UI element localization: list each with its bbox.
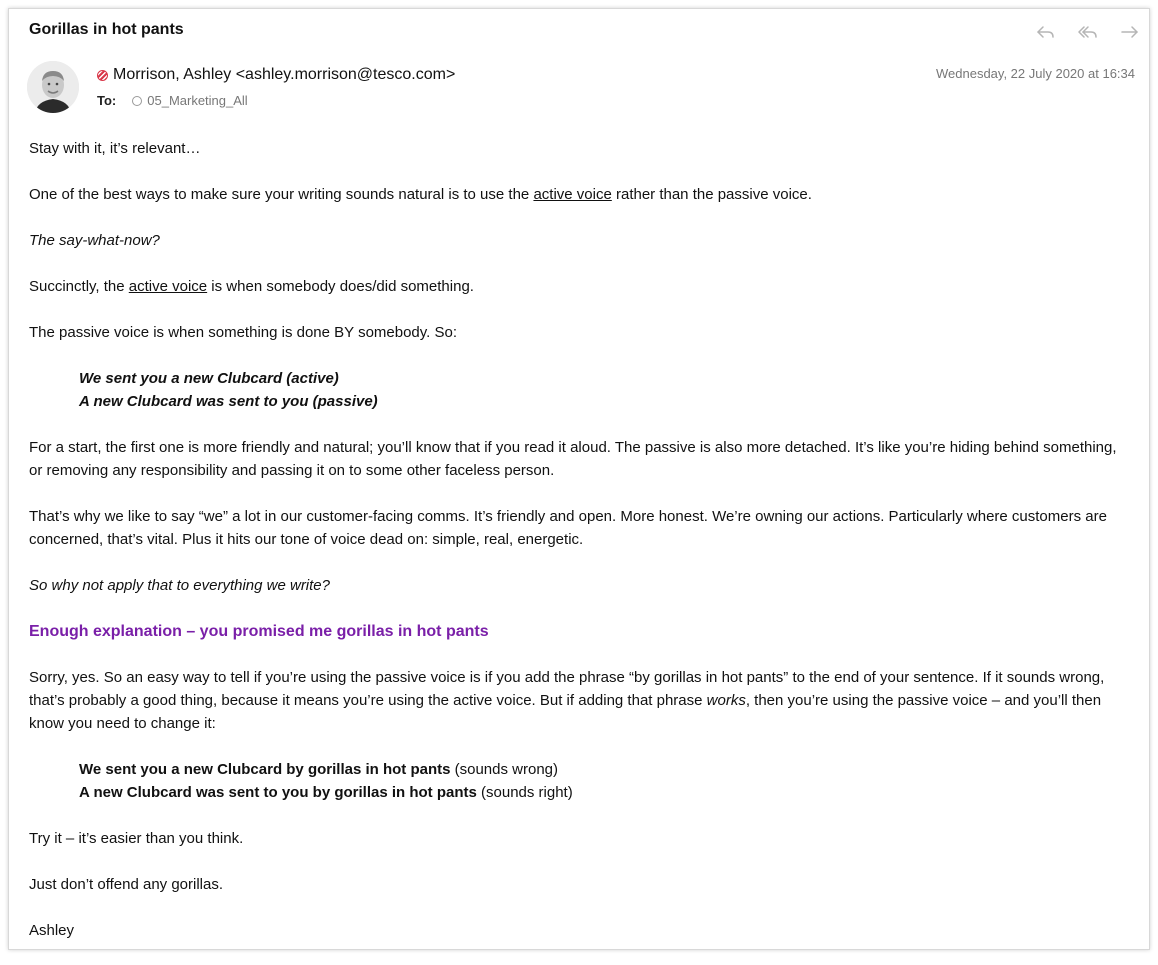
italic-text: So why not apply that to everything we write? xyxy=(29,577,330,594)
paragraph-why-not xyxy=(29,574,1129,597)
email-body xyxy=(29,137,1129,965)
example-right xyxy=(79,781,1129,804)
paragraph-dont-offend: Just don’t offend any gorillas. xyxy=(29,876,224,893)
italic-text: The say-what-now? xyxy=(29,232,160,249)
paragraph-we: That’s why we like to say “we” a lot in our customer-facing comms. It’s friendly and open. More honest. We’re owning our actions. Particularly where customers are concerned, that’s vital. Plus it hits our tone of voice dead on: simple, real, energetic. xyxy=(29,508,1107,548)
example-bold: We sent you a new Clubcard by gorillas in hot pants xyxy=(79,761,451,778)
recipient-name[interactable]: 05_Marketing_All xyxy=(147,93,248,108)
text: One of the best ways to make sure your writing sounds natural is to use the xyxy=(29,186,534,203)
paragraph-succinctly xyxy=(29,275,1129,298)
text: , then you’re using the passive voice – and you’ll then know you need to change it: xyxy=(29,692,1102,732)
example-bold: A new Clubcard was sent to you by gorillas in hot pants xyxy=(79,784,477,801)
reply-button[interactable] xyxy=(1029,19,1063,45)
example-note: (sounds wrong) xyxy=(450,761,559,778)
text: is when somebody does/did something. xyxy=(207,278,474,295)
reply-all-button[interactable] xyxy=(1071,19,1105,45)
text: Succinctly, the xyxy=(29,278,129,295)
text: rather than the passive voice. xyxy=(611,186,812,203)
sender-name-email[interactable]: Morrison, Ashley <ashley.morrison@tesco.com> xyxy=(113,66,456,83)
paragraph-friendly: For a start, the first one is more friendly and natural; you’ll know that if you read it aloud. The passive is also more detached. It’s like you’re hiding behind something, or removing any responsibility and passing it on to some other faceless person. xyxy=(29,439,1117,479)
italic-text: works xyxy=(706,692,746,709)
email-window xyxy=(8,8,1150,950)
example-block-1 xyxy=(29,367,1129,413)
paragraph-intro: Stay with it, it’s relevant… xyxy=(29,140,201,157)
active-voice-link[interactable]: active voice xyxy=(533,186,612,203)
presence-flag-icon xyxy=(97,70,108,81)
message-actions xyxy=(1029,19,1147,45)
example-note: (sounds right) xyxy=(476,784,573,801)
sender-line[interactable] xyxy=(97,66,455,84)
text: Sorry, yes. So an easy way to tell if you’re using the passive voice is if you add the phrase “by gorillas in hot pants” to the end of your sentence. If it sounds wrong, that’s probably a good thing, because it means you’re using the active voice. But if adding that phrase xyxy=(29,669,1105,709)
example-passive xyxy=(79,390,1129,413)
forward-icon xyxy=(1120,24,1140,40)
sent-date: Wednesday, 22 July 2020 at 16:34 xyxy=(936,66,1135,81)
paragraph-gorillas xyxy=(29,666,1129,735)
example-text: A new Clubcard was sent to you (passive) xyxy=(79,393,378,410)
forward-button[interactable] xyxy=(1113,19,1147,45)
sender-avatar[interactable] xyxy=(27,61,79,113)
recipient-status-icon xyxy=(132,96,142,106)
avatar-photo xyxy=(27,61,79,113)
example-active xyxy=(79,367,1129,390)
example-block-2 xyxy=(29,758,1129,804)
paragraph-active-voice xyxy=(29,183,1129,206)
recipients-row xyxy=(97,93,248,108)
paragraph-passive-def: The passive voice is when something is done BY somebody. So: xyxy=(29,324,458,341)
example-wrong xyxy=(79,758,1129,781)
reply-icon xyxy=(1036,24,1056,40)
to-label: To: xyxy=(97,93,117,108)
signoff: Ashley xyxy=(29,922,75,939)
active-voice-link-2[interactable]: active voice xyxy=(128,278,208,295)
paragraph-try-it: Try it – it’s easier than you think. xyxy=(29,830,244,847)
email-subject: Gorillas in hot pants xyxy=(29,21,184,38)
example-text: We sent you a new Clubcard (active) xyxy=(79,370,339,387)
reply-all-icon xyxy=(1078,24,1098,40)
section-heading: Enough explanation – you promised me gorillas in hot pants xyxy=(29,623,489,640)
paragraph-say-what xyxy=(29,229,1129,252)
